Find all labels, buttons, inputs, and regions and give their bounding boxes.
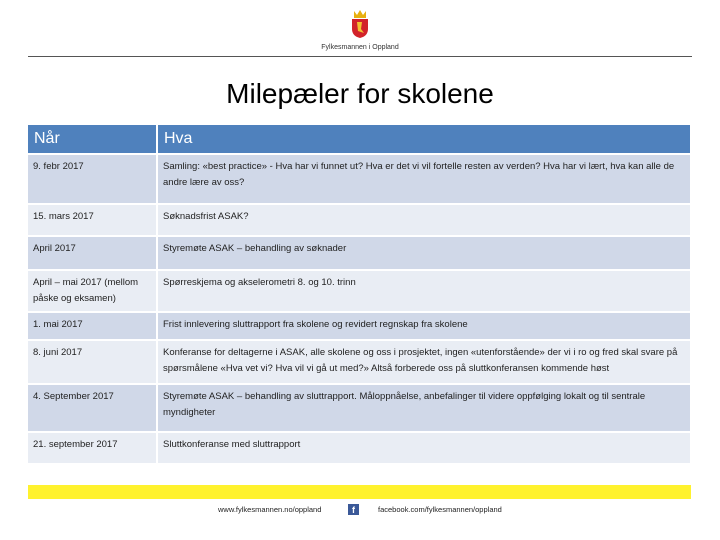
table-row (28, 313, 690, 339)
coat-of-arms-logo (349, 9, 371, 39)
footer-band (28, 485, 691, 499)
header-divider (28, 56, 692, 57)
cell-what: Søknadsfrist ASAK? (158, 205, 690, 235)
cell-when: 8. juni 2017 (28, 341, 158, 383)
cell-what: Frist innlevering sluttrapport fra skolene og revidert regnskap fra skolene (158, 313, 690, 339)
cell-what: Spørreskjema og akselerometri 8. og 10. trinn (158, 271, 690, 311)
milestones-table (28, 123, 690, 465)
cell-when: 15. mars 2017 (28, 205, 158, 235)
table-row (28, 433, 690, 463)
table-row (28, 385, 690, 431)
cell-when: 4. September 2017 (28, 385, 158, 431)
column-header-what: Hva (158, 125, 690, 153)
table-row (28, 271, 690, 311)
cell-what: Sluttkonferanse med sluttrapport (158, 433, 690, 463)
table-row (28, 341, 690, 383)
column-header-when: Når (28, 125, 158, 153)
organization-name: Fylkesmannen i Oppland (321, 44, 399, 51)
table-row (28, 155, 690, 203)
cell-when: April – mai 2017 (mellom påske og eksamen) (28, 271, 158, 311)
cell-what: Samling: «best practice» - Hva har vi funnet ut? Hva er det vi vil fortelle resten av verden? Hva har vi lært, hva kan alle de andre lære av oss? (158, 155, 690, 203)
website-link[interactable]: www.fylkesmannen.no/oppland (218, 505, 322, 514)
table-row (28, 205, 690, 235)
cell-what: Styremøte ASAK – behandling av søknader (158, 237, 690, 269)
cell-when: 1. mai 2017 (28, 313, 158, 339)
cell-when: April 2017 (28, 237, 158, 269)
facebook-link[interactable]: facebook.com/fylkesmannen/oppland (378, 505, 502, 514)
page-title: Milepæler for skolene (226, 78, 494, 109)
facebook-icon: f (348, 504, 359, 515)
table-row (28, 237, 690, 269)
cell-what: Styremøte ASAK – behandling av sluttrapport. Måloppnåelse, anbefalinger til videre oppfølging lokalt og til sentrale myndigheter (158, 385, 690, 431)
cell-when: 21. september 2017 (28, 433, 158, 463)
cell-what: Konferanse for deltagerne i ASAK, alle skolene og oss i prosjektet, ingen «utenforstående» der vi i ro og fred skal svare på spørsmålene «Hva vet vi? Hva vil vi gå ut med?» Altså forberede oss på sluttkonferansen kommende høst (158, 341, 690, 383)
cell-when: 9. febr 2017 (28, 155, 158, 203)
